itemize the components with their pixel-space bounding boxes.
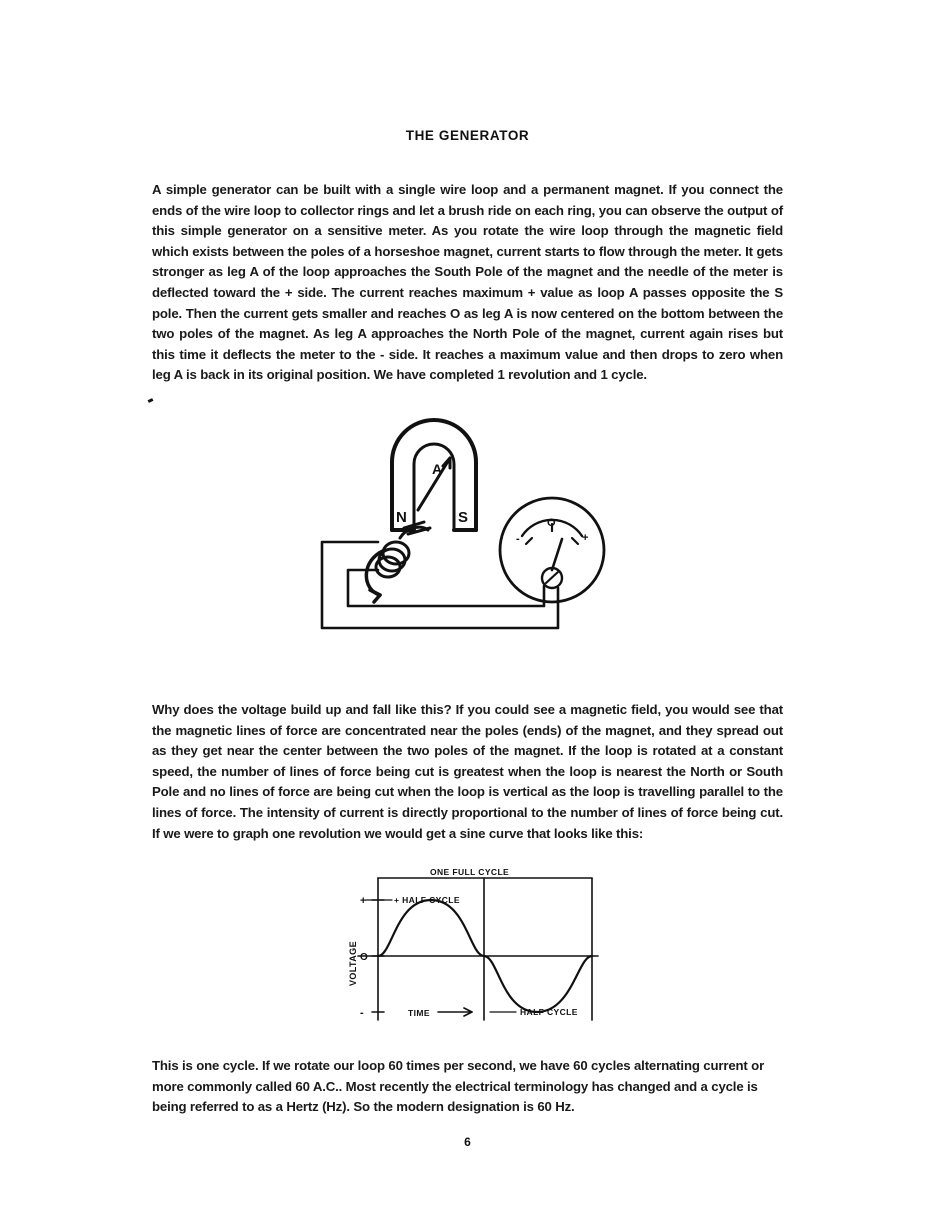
- tick-minus: -: [360, 1007, 365, 1019]
- chart-xlabel: TIME: [408, 1008, 430, 1018]
- label-meter-plus: +: [582, 532, 589, 544]
- chart-ylabel: VOLTAGE: [348, 941, 358, 986]
- generator-figure: [300, 410, 640, 660]
- label-meter-minus: -: [516, 533, 520, 545]
- sine-curve-chart: [330, 860, 610, 1040]
- annotation-minus-half-cycle: HALF CYCLE: [520, 1007, 578, 1017]
- page-number: 6: [464, 1135, 471, 1149]
- stray-ink-mark: [148, 398, 154, 403]
- paragraph-intro: A simple generator can be built with a single wire loop and a permanent magnet. If you connect the ends of the wire loop to collector rings and let a brush ride on each ring, you can observe the output of this simple generator on a sensitive meter. As you rotate the wire loop through the magnetic field which exists between the poles of a horseshoe magnet, current starts to flow through the meter. It gets stronger as leg A of the loop approaches the South Pole of the magnet and the needle of the meter is deflected toward the + side. The current reaches maximum + value as loop A passes opposite the S pole. Then the current gets smaller and reaches O as leg A is now centered on the bottom between the two poles of the magnet. As leg A approaches the North Pole of the magnet, current again rises but this time it deflects the meter to the - side. It reaches a maximum value and then drops to zero when leg A is back in its original position. We have completed 1 revolution and 1 cycle.: [152, 182, 783, 383]
- chart-title: ONE FULL CYCLE: [430, 867, 510, 877]
- tick-zero: O: [360, 952, 369, 963]
- paragraph-conclusion: This is one cycle. If we rotate our loop 60 times per second, we have 60 cycles alternating current or more commonly called 60 A.C.. Most recently the electrical terminology has changed and a cycle is being referred to as a Hertz (Hz). So the modern designation is 60 Hz.: [152, 1058, 765, 1115]
- label-north-pole: N: [396, 509, 407, 526]
- label-meter-zero: O: [547, 517, 556, 529]
- label-south-pole: S: [458, 509, 469, 526]
- tick-plus: +: [360, 895, 367, 907]
- label-loop-leg-a: A: [432, 461, 443, 477]
- page-title: THE GENERATOR: [405, 128, 530, 143]
- paragraph-explanation: Why does the voltage build up and fall like this? If you could see a magnetic field, you would see that the magnetic lines of force are concentrated near the poles (ends) of the magnet, and they spread out as they get near the center between the two poles of the magnet. If the loop is rotated at a constant speed, the number of lines of force being cut is greatest when the loop is nearest the North or South Pole and no lines of force are being cut when the loop is vertical as the loop is travelling parallel to the lines of force. The intensity of current is directly proportional to the number of lines of force being cut. If we were to graph one revolution we would get a sine curve that looks like this:: [152, 702, 783, 841]
- annotation-plus-half-cycle: + HALF CYCLE: [394, 895, 460, 905]
